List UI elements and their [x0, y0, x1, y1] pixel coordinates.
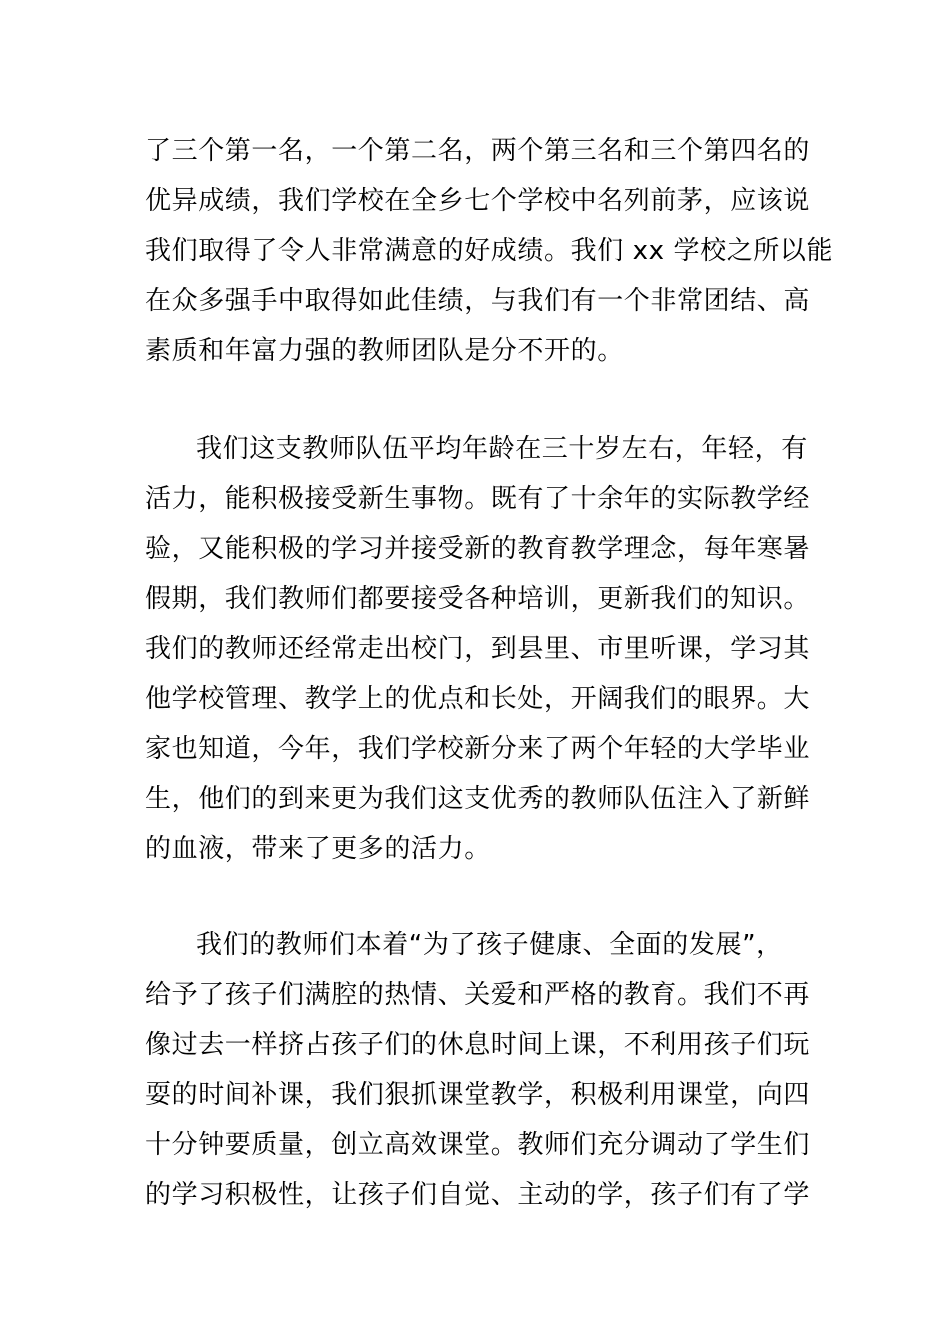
paragraph-3-line-6: 的学习积极性，让孩子们自觉、主动的学，孩子们有了学 — [145, 1180, 811, 1210]
paragraph-3-line-4: 耍的时间补课，我们狠抓课堂教学，积极利用课堂，向四 — [145, 1080, 811, 1110]
paragraph-2-line-4: 假期，我们教师们都要接受各种培训，更新我们的知识。 — [145, 584, 811, 614]
paragraph-3-line-1: 我们的教师们本着“为了孩子健康、全面的发展”， — [196, 930, 783, 960]
paragraph-3-line-2: 给予了孩子们满腔的热情、关爱和严格的教育。我们不再 — [145, 980, 811, 1010]
paragraph-1-line-2: 优异成绩，我们学校在全乡七个学校中名列前茅，应该说 — [145, 186, 811, 216]
paragraph-1-line-3: 我们取得了令人非常满意的好成绩。我们 xx 学校之所以能 — [145, 236, 834, 266]
paragraph-2-line-2: 活力，能积极接受新生事物。既有了十余年的实际教学经 — [145, 484, 811, 514]
paragraph-1-line-5: 素质和年富力强的教师团队是分不开的。 — [145, 336, 624, 366]
paragraph-1-line-1: 了三个第一名，一个第二名，两个第三名和三个第四名的 — [145, 136, 811, 166]
paragraph-1-line-4: 在众多强手中取得如此佳绩，与我们有一个非常团结、高 — [145, 286, 811, 316]
paragraph-2-line-9: 的血液，带来了更多的活力。 — [145, 834, 491, 864]
paragraph-2-line-5: 我们的教师还经常走出校门，到县里、市里听课，学习其 — [145, 634, 811, 664]
paragraph-2-line-8: 生，他们的到来更为我们这支优秀的教师队伍注入了新鲜 — [145, 784, 811, 814]
paragraph-2-line-7: 家也知道，今年，我们学校新分来了两个年轻的大学毕业 — [145, 734, 811, 764]
paragraph-3-line-5: 十分钟要质量，创立高效课堂。教师们充分调动了学生们 — [145, 1130, 811, 1160]
paragraph-2-line-1: 我们这支教师队伍平均年龄在三十岁左右，年轻，有 — [196, 434, 808, 464]
paragraph-3-line-3: 像过去一样挤占孩子们的休息时间上课，不利用孩子们玩 — [145, 1030, 811, 1060]
paragraph-2-line-3: 验，又能积极的学习并接受新的教育教学理念，每年寒暑 — [145, 534, 811, 564]
paragraph-2-line-6: 他学校管理、教学上的优点和长处，开阔我们的眼界。大 — [145, 684, 811, 714]
